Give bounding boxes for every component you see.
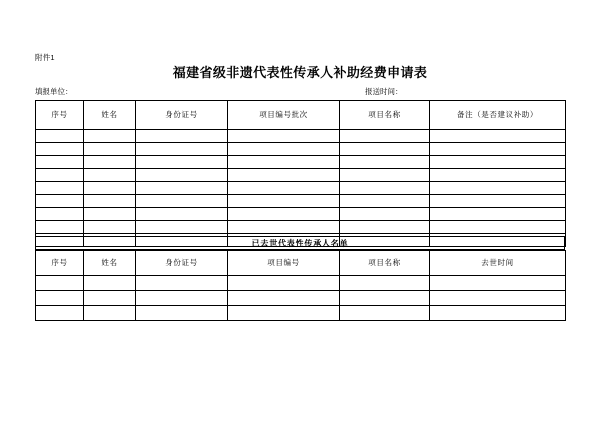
cell-name[interactable] [84, 276, 136, 291]
cell-name[interactable] [84, 306, 136, 321]
column-header-project-number: 项目编号 [228, 251, 340, 276]
page-title: 福建省级非遗代表性传承人补助经费申请表 [172, 65, 428, 80]
table-row [36, 208, 566, 221]
table-row [36, 169, 566, 182]
cell-index[interactable] [36, 306, 84, 321]
column-header-remark: 备注（是否建议补助） [430, 101, 566, 130]
cell-project-name[interactable] [340, 208, 430, 221]
cell-project-batch[interactable] [228, 130, 340, 143]
cell-project-batch[interactable] [228, 169, 340, 182]
cell-project-batch[interactable] [228, 221, 340, 234]
cell-id-number[interactable] [136, 143, 228, 156]
form-meta-row [35, 86, 565, 98]
cell-id-number[interactable] [136, 208, 228, 221]
cell-project-name[interactable] [340, 221, 430, 234]
cell-remark[interactable] [430, 182, 566, 195]
cell-project-name[interactable] [340, 169, 430, 182]
cell-project-batch[interactable] [228, 156, 340, 169]
cell-name[interactable] [84, 195, 136, 208]
column-header-name: 姓名 [84, 251, 136, 276]
table-row [36, 221, 566, 234]
cell-name[interactable] [84, 221, 136, 234]
cell-project-number[interactable] [228, 276, 340, 291]
table-row [36, 156, 566, 169]
cell-id-number[interactable] [136, 291, 228, 306]
cell-project-number[interactable] [228, 306, 340, 321]
cell-remark[interactable] [430, 130, 566, 143]
cell-name[interactable] [84, 143, 136, 156]
cell-project-batch[interactable] [228, 208, 340, 221]
column-header-project-name: 项目名称 [340, 101, 430, 130]
cell-id-number[interactable] [136, 182, 228, 195]
cell-index[interactable] [36, 130, 84, 143]
cell-index[interactable] [36, 291, 84, 306]
column-header-project-name: 项目名称 [340, 251, 430, 276]
cell-id-number[interactable] [136, 156, 228, 169]
cell-index[interactable] [36, 156, 84, 169]
cell-index[interactable] [36, 221, 84, 234]
cell-name[interactable] [84, 130, 136, 143]
table-row [36, 143, 566, 156]
cell-index[interactable] [36, 276, 84, 291]
cell-id-number[interactable] [136, 169, 228, 182]
table-header-row [36, 101, 566, 130]
column-header-index: 序号 [36, 101, 84, 130]
cell-id-number[interactable] [136, 130, 228, 143]
cell-project-name[interactable] [340, 143, 430, 156]
cell-project-batch[interactable] [228, 143, 340, 156]
column-header-name: 姓名 [84, 101, 136, 130]
cell-death-date[interactable] [430, 276, 566, 291]
cell-name[interactable] [84, 208, 136, 221]
cell-remark[interactable] [430, 169, 566, 182]
cell-id-number[interactable] [136, 306, 228, 321]
cell-remark[interactable] [430, 143, 566, 156]
deceased-inheritors-table [35, 250, 566, 321]
cell-project-name[interactable] [340, 306, 430, 321]
column-header-project-batch: 项目编号批次 [228, 101, 340, 130]
reporting-unit-label: 填报单位： [35, 87, 73, 96]
cell-project-batch[interactable] [228, 195, 340, 208]
table-header-row [36, 251, 566, 276]
cell-death-date[interactable] [430, 306, 566, 321]
cell-id-number[interactable] [136, 195, 228, 208]
section-heading-deceased: 已去世代表性传承人名单 [35, 236, 565, 250]
column-header-death-date: 去世时间 [430, 251, 566, 276]
column-header-id-number: 身份证号 [136, 251, 228, 276]
cell-project-name[interactable] [340, 291, 430, 306]
cell-project-number[interactable] [228, 291, 340, 306]
attachment-label: 附件1 [35, 53, 55, 62]
cell-name[interactable] [84, 291, 136, 306]
cell-project-name[interactable] [340, 156, 430, 169]
cell-index[interactable] [36, 195, 84, 208]
cell-project-name[interactable] [340, 182, 430, 195]
cell-id-number[interactable] [136, 221, 228, 234]
table-row [36, 276, 566, 291]
cell-project-name[interactable] [340, 276, 430, 291]
cell-index[interactable] [36, 182, 84, 195]
cell-project-name[interactable] [340, 195, 430, 208]
table-row [36, 182, 566, 195]
column-header-id-number: 身份证号 [136, 101, 228, 130]
cell-remark[interactable] [430, 208, 566, 221]
submit-date-label: 报送时间： [365, 87, 403, 96]
cell-id-number[interactable] [136, 276, 228, 291]
main-application-table [35, 100, 566, 247]
cell-remark[interactable] [430, 195, 566, 208]
cell-project-batch[interactable] [228, 182, 340, 195]
cell-remark[interactable] [430, 156, 566, 169]
table-row [36, 130, 566, 143]
cell-remark[interactable] [430, 221, 566, 234]
cell-index[interactable] [36, 208, 84, 221]
cell-index[interactable] [36, 169, 84, 182]
cell-name[interactable] [84, 169, 136, 182]
table-row [36, 195, 566, 208]
column-header-index: 序号 [36, 251, 84, 276]
cell-index[interactable] [36, 143, 84, 156]
cell-death-date[interactable] [430, 291, 566, 306]
table-row [36, 306, 566, 321]
cell-project-name[interactable] [340, 130, 430, 143]
cell-name[interactable] [84, 182, 136, 195]
cell-name[interactable] [84, 156, 136, 169]
table-row [36, 291, 566, 306]
